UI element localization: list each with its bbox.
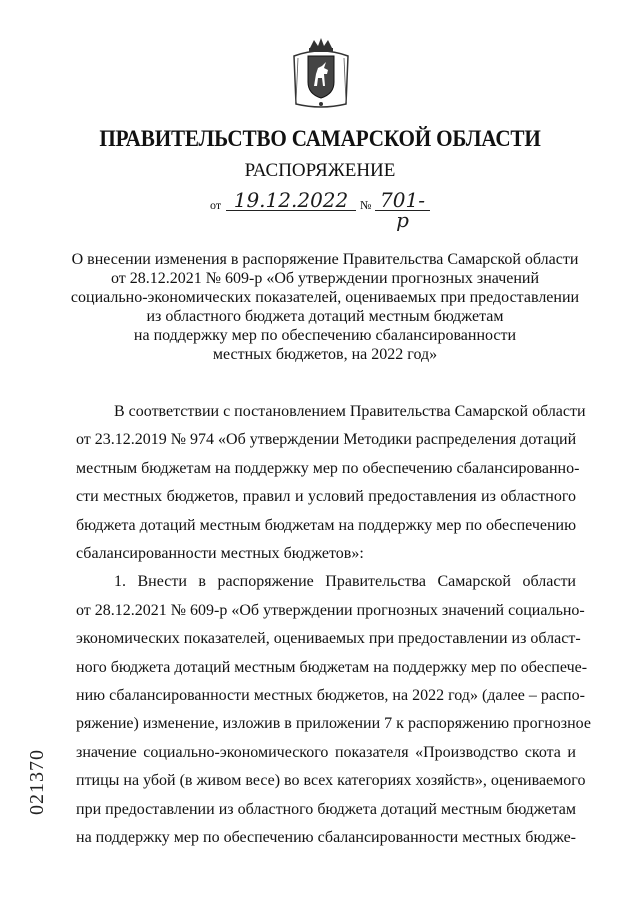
government-title: ПРАВИТЕЛЬСТВО САМАРСКОЙ ОБЛАСТИ	[99, 126, 541, 151]
side-registration-code: 021370	[26, 749, 48, 815]
body-line: бюджета дотаций местным бюджетам на поддержку мер по обеспечению	[76, 516, 577, 534]
body-line: сти местных бюджетов, правил и условий предоставления из областного	[76, 488, 576, 506]
body-line: сбалансированности местных бюджетов»:	[76, 545, 364, 563]
subject-line: социально-экономических показателей, оцениваемых при предоставлении	[70, 289, 580, 306]
body-line: В соответствии с постановлением Правительства Самарской области	[114, 403, 586, 420]
body-line: нию сбалансированности местных бюджетов, на 2022 год» (далее – распо-	[76, 687, 585, 705]
document-number: 701-р	[375, 190, 430, 211]
subject-line: О внесении изменения в распоряжение Правительства Самарской области	[71, 251, 579, 268]
date-prefix: от	[210, 198, 222, 212]
subject-line: местных бюджетов, на 2022 год»	[212, 346, 438, 363]
body-line: местным бюджетам на поддержку мер по обеспечению сбалансированно-	[76, 459, 580, 477]
number-prefix: №	[360, 198, 372, 212]
body-line: при предоставлении из областного бюджета дотаций местным бюджетам	[76, 800, 576, 818]
body-line: ряжение) изменение, изложив в приложении 7 к распоряжению прогнозное	[76, 715, 591, 733]
document-date: 19.12.2022	[226, 190, 356, 211]
date-number-line	[210, 188, 430, 232]
body-line: значение социально-экономического показателя «Производство скота и	[76, 743, 576, 761]
document-body	[76, 398, 591, 853]
subject-line: от 28.12.2021 № 609-р «Об утверждении прогнозных значений	[110, 270, 540, 287]
body-line: на поддержку мер по обеспечению сбалансированности местных бюдже-	[76, 829, 576, 847]
subject-line: на поддержку мер по обеспечению сбалансированности	[133, 327, 517, 344]
body-line: птицы на убой (в живом весе) во всех категориях хозяйств», оцениваемого	[76, 772, 586, 790]
coat-of-arms-icon	[290, 38, 352, 110]
document-subject	[60, 250, 590, 364]
document-type: РАСПОРЯЖЕНИЕ	[244, 160, 396, 181]
body-line: экономических показателей, оцениваемых при предоставлении из област-	[76, 630, 581, 648]
body-line: от 28.12.2021 № 609-р «Об утверждении прогнозных значений социально-	[76, 601, 585, 619]
body-line: ного бюджета дотаций местным бюджетам на поддержку мер по обеспече-	[76, 658, 588, 676]
body-line: 1. Внести в распоряжение Правительства Самарской области	[114, 573, 576, 591]
body-line: от 23.12.2019 № 974 «Об утверждении Методики распределения дотаций	[76, 431, 577, 449]
subject-line: из областного бюджета дотаций местным бюджетам	[146, 308, 504, 325]
